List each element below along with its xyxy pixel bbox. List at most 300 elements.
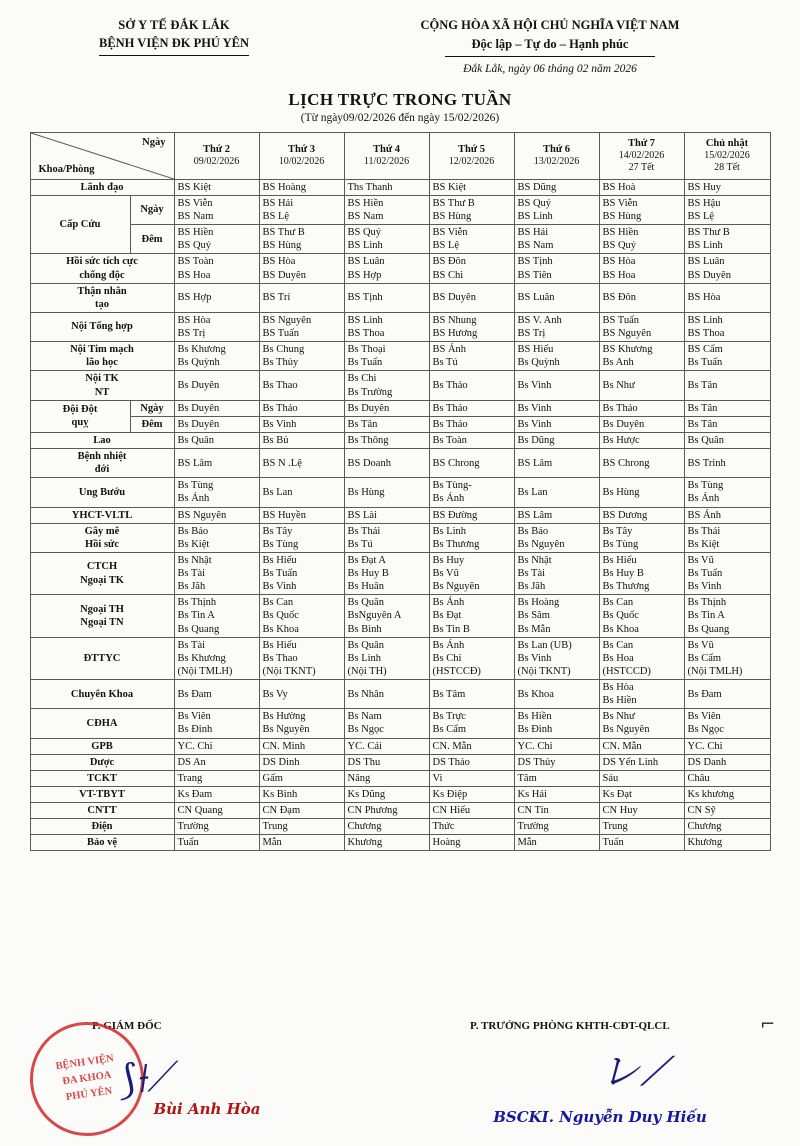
row-subheader-1: Ngày: [130, 195, 174, 224]
cell-line: CN. Mẫn: [432, 740, 472, 752]
cell-r22-c0: [174, 770, 259, 786]
cell-line: BS Tuấn: [602, 314, 639, 326]
cell-line: Bs Chi: [347, 373, 377, 385]
col1-date: 10/02/2026: [278, 156, 325, 168]
row-header-21: Dược: [30, 754, 174, 770]
cell-r16-c2: [344, 595, 429, 637]
cell-line: Bs Huân: [347, 581, 384, 593]
cell-line: Trung: [262, 821, 288, 833]
cell-line: Ks Đạt: [602, 788, 632, 800]
table-row: [30, 786, 770, 802]
cell-line: Bs Tân: [347, 418, 378, 430]
row-header-0: Lãnh đạo: [30, 179, 174, 195]
cell-line: BS Lệ: [432, 240, 460, 252]
left-signer-name: Bùi Anh Hòa: [153, 1100, 261, 1118]
row-header-16: Ngoại TH Ngoại TN: [30, 595, 174, 637]
cell-line: Bs Vy: [262, 688, 288, 700]
cell-r19-c0: [174, 709, 259, 738]
cell-line: Bs Ánh: [432, 639, 465, 651]
cell-line: BS Dũng: [517, 181, 557, 193]
cell-line: Bs Quân: [687, 434, 724, 446]
cell-line: Chương: [687, 821, 722, 833]
cell-line: Bs Tùng: [177, 480, 214, 492]
cell-r4-c4: [514, 283, 599, 312]
cell-line: Bs Huy: [432, 554, 465, 566]
cell-r15-c3: [429, 552, 514, 594]
cell-line: Bs Ánh: [432, 493, 465, 505]
cell-line: BS Viễn: [602, 197, 638, 209]
cell-r4-c6: [684, 283, 770, 312]
cell-line: (Nội TKNT): [517, 665, 571, 677]
cell-line: Ks Hải: [517, 788, 547, 800]
cell-r7-c3: [429, 371, 514, 400]
table-row: [30, 416, 770, 432]
cell-line: Bs Khoa: [602, 623, 639, 635]
cell-line: Bs Can: [262, 597, 294, 609]
cell-line: Khương: [687, 837, 723, 849]
cell-line: Bs Tùng: [602, 538, 639, 550]
table-row: [30, 312, 770, 341]
cell-line: Bs Hường: [262, 711, 306, 723]
cell-line: BS Hải: [262, 197, 294, 209]
cell-r22-c4: [514, 770, 599, 786]
cell-r0-c6: [684, 179, 770, 195]
cell-r13-c3: [429, 507, 514, 523]
cell-line: BS Trị: [177, 328, 206, 339]
cell-r1-c6: [684, 195, 770, 224]
cell-line: BS Toàn: [177, 256, 214, 268]
col5-note: 27 Tết: [628, 162, 655, 174]
stamp-line-2: ĐA KHOA: [61, 1069, 113, 1088]
table-row: [30, 680, 770, 709]
cell-r19-c3: [429, 709, 514, 738]
cell-r23-c5: [599, 786, 684, 802]
right-signer-name-wrap: [450, 1108, 750, 1127]
cell-line: BS Đôn: [432, 256, 467, 268]
cell-line: BS Dương: [602, 509, 648, 521]
cell-line: BS Thư B: [432, 197, 475, 209]
cell-line: BS Hải: [517, 227, 549, 239]
col6-date: 15/02/2026: [704, 149, 750, 161]
col6-note: 28 Tết: [714, 162, 740, 174]
cell-r6-c3: [429, 342, 514, 371]
cell-r16-c4: [514, 595, 599, 637]
cell-r12-c1: [259, 478, 344, 507]
cell-r0-c3: [429, 179, 514, 195]
cell-line: BS Quý: [517, 197, 552, 209]
cell-line: Bs Hùng: [347, 486, 385, 498]
cell-line: Bs Quỳnh: [177, 357, 220, 369]
cell-line: Bs Lan (UB): [517, 639, 572, 651]
cell-line: BS Hoa: [177, 269, 211, 281]
cell-r21-c1: [259, 754, 344, 770]
cell-line: BS Hậu: [687, 197, 721, 209]
cell-line: BS Khương: [602, 344, 653, 356]
cell-r17-c0: [174, 637, 259, 679]
col5-date: 14/02/2026: [618, 149, 665, 161]
cell-line: Bs Tùng: [687, 480, 724, 492]
cell-line: Nâng: [347, 772, 371, 784]
cell-line: BS Nguyên: [177, 509, 227, 521]
cell-line: BS Cẩm: [687, 344, 723, 356]
cell-line: Bs Nhật: [517, 554, 552, 566]
cell-r25-c5: [599, 819, 684, 835]
cell-line: Bs Thao: [262, 652, 298, 664]
table-row: [30, 400, 770, 416]
cell-line: Bs Hoa: [602, 652, 634, 664]
cell-r16-c0: [174, 595, 259, 637]
cell-r0-c0: [174, 179, 259, 195]
cell-r15-c5: [599, 552, 684, 594]
cell-line: Bs Đạt A: [347, 554, 387, 566]
cell-line: BS Lệ: [687, 211, 715, 222]
cell-line: BS Lâm: [517, 509, 553, 521]
cell-line: BS Hùng: [432, 211, 472, 222]
row-header-7: Nội TK NT: [30, 371, 174, 400]
table-row: [30, 195, 770, 224]
cell-r4-c2: [344, 283, 429, 312]
country-name: CỘNG HÒA XÃ HỘI CHỦ NGHĨA VIỆT NAM: [420, 18, 680, 32]
cell-line: BS Nam: [517, 240, 554, 252]
cell-r20-c6: [684, 738, 770, 754]
table-row: [30, 523, 770, 552]
cell-r24-c6: [684, 803, 770, 819]
cell-line: Bs Vinh: [687, 581, 722, 593]
table-row: [30, 552, 770, 594]
cell-r22-c1: [259, 770, 344, 786]
cell-line: Chương: [347, 821, 382, 833]
cell-r24-c2: [344, 803, 429, 819]
cell-r2-c5: [599, 225, 684, 254]
cell-line: Bs Quân: [177, 434, 214, 446]
cell-r21-c3: [429, 754, 514, 770]
table-row: [30, 754, 770, 770]
cell-line: Bs Tài: [177, 568, 206, 579]
cell-line: Bs Linh: [432, 525, 467, 537]
header-right-block: [324, 16, 776, 78]
cell-line: Bs Tùng: [262, 538, 299, 550]
row-header-5: Nội Tổng hợp: [30, 312, 174, 341]
cell-r3-c4: [514, 254, 599, 283]
table-row: [30, 803, 770, 819]
cell-line: Bs Như: [602, 379, 635, 391]
cell-line: Bs Nguyên: [262, 724, 310, 736]
cell-r22-c5: [599, 770, 684, 786]
cell-r9-c3: [429, 416, 514, 432]
cell-r17-c1: [259, 637, 344, 679]
row-header-19: CĐHA: [30, 709, 174, 738]
cell-line: BS Quý: [347, 227, 382, 239]
cell-r23-c1: [259, 786, 344, 802]
cell-line: BS Hòa: [177, 314, 211, 326]
row-header-15: CTCH Ngoại TK: [30, 552, 174, 594]
cell-line: BS Hoàng: [262, 181, 306, 193]
cell-line: Sáu: [602, 772, 619, 784]
cell-r23-c4: [514, 786, 599, 802]
cell-line: BS Duyên: [432, 292, 476, 304]
cell-line: Bs Khoa: [517, 688, 554, 700]
left-signer-name-wrap: [92, 1100, 322, 1119]
cell-r22-c3: [429, 770, 514, 786]
cell-r13-c2: [344, 507, 429, 523]
cell-line: Bs Anh: [602, 357, 634, 369]
cell-r16-c5: [599, 595, 684, 637]
cell-line: Bs Duyên: [602, 418, 645, 430]
corner-label-day: Ngày: [142, 136, 166, 148]
cell-line: Bs Thảo: [432, 418, 468, 430]
cell-r11-c4: [514, 449, 599, 478]
stamp-line-3: PHÚ YÊN: [65, 1085, 113, 1103]
cell-line: Bs Đam: [177, 688, 212, 700]
table-row: [30, 637, 770, 679]
col1-day: Thứ 3: [287, 143, 316, 155]
cell-line: Bs Vinh: [517, 418, 552, 430]
cell-r0-c1: [259, 179, 344, 195]
cell-line: Mẫn: [517, 837, 537, 849]
cell-line: BS Ánh: [687, 509, 722, 521]
place-date-line: Đắk Lắk, ngày 06 tháng 02 năm 2026: [463, 62, 637, 75]
cell-r3-c6: [684, 254, 770, 283]
cell-r3-c2: [344, 254, 429, 283]
cell-line: Bs Can: [602, 639, 634, 651]
cell-r2-c0: [174, 225, 259, 254]
right-signature-title: P. TRƯỞNG PHÒNG KHTH-CĐT-QLCL: [470, 1020, 670, 1032]
cell-r6-c2: [344, 342, 429, 371]
cell-r10-c6: [684, 432, 770, 448]
cell-r25-c0: [174, 819, 259, 835]
right-signature-scribble: レ⟋: [600, 1049, 668, 1095]
cell-line: Tâm: [517, 772, 537, 784]
cell-r12-c0: [174, 478, 259, 507]
row-subheader-9: Đêm: [130, 416, 174, 432]
cell-line: Trường: [177, 821, 209, 833]
col5-day: Thứ 7: [627, 137, 656, 149]
cell-r6-c6: [684, 342, 770, 371]
cell-line: BS Nhung: [432, 314, 477, 326]
cell-line: Bs Huy B: [602, 568, 644, 579]
cell-line: BS Nguyên: [262, 314, 312, 326]
cell-r15-c6: [684, 552, 770, 594]
cell-line: BS Thoa: [347, 328, 385, 339]
cell-line: Bs Mẫn: [517, 623, 551, 635]
cell-line: Bs Hiếu: [262, 554, 297, 566]
column-header-1: [259, 132, 344, 179]
cell-line: Bs Vũ: [432, 568, 459, 579]
cell-r8-c1: [259, 400, 344, 416]
cell-line: BS Lệ: [262, 211, 290, 222]
cell-r1-c3: [429, 195, 514, 224]
cell-r18-c4: [514, 680, 599, 709]
cell-line: Bs Ngọc: [687, 724, 724, 736]
cell-line: CN Đạm: [262, 805, 301, 816]
cell-r26-c1: [259, 835, 344, 851]
cell-line: BS Linh: [347, 240, 383, 252]
cell-line: Bs Hiền: [602, 695, 637, 707]
cell-line: Bs Duyên: [177, 379, 220, 391]
cell-line: Bs Vinh: [517, 402, 552, 414]
cell-r8-c0: [174, 400, 259, 416]
cell-line: BS Tịnh: [517, 256, 553, 268]
cell-r2-c1: [259, 225, 344, 254]
cell-line: BS Chi: [432, 269, 464, 281]
cell-line: BS Luân: [687, 256, 725, 268]
cell-r4-c3: [429, 283, 514, 312]
cell-line: Bs Tú: [432, 357, 458, 369]
cell-r9-c2: [344, 416, 429, 432]
left-signature-title: P. GIÁM ĐỐC: [92, 1020, 162, 1032]
cell-line: Bs Nguyên: [432, 581, 480, 593]
cell-line: Bs Kiệt: [687, 538, 720, 550]
cell-line: BS Ánh: [432, 344, 467, 356]
cell-line: BS Hòa: [262, 256, 296, 268]
cell-r17-c2: [344, 637, 429, 679]
cell-line: BS Lâm: [517, 457, 553, 469]
cell-r24-c1: [259, 803, 344, 819]
cell-line: Bs Quang: [687, 623, 730, 635]
row-subheader-8: Ngày: [130, 400, 174, 416]
cell-r26-c6: [684, 835, 770, 851]
cell-r7-c2: [344, 371, 429, 400]
cell-r10-c2: [344, 432, 429, 448]
table-row: [30, 342, 770, 371]
cell-line: Bs Lan: [517, 486, 548, 498]
cell-r5-c5: [599, 312, 684, 341]
cell-line: BS Đôn: [602, 292, 637, 304]
cell-line: BS Chrong: [602, 457, 650, 469]
hospital-name: BỆNH VIỆN ĐK PHÚ YÊN: [98, 36, 250, 51]
cell-line: BS Nam: [177, 211, 214, 222]
cell-line: BS Hòa: [602, 256, 636, 268]
cell-line: BsNguyên A: [347, 610, 402, 622]
cell-line: BS Kiệt: [177, 181, 212, 193]
row-header-18: Chuyên Khoa: [30, 680, 174, 709]
cell-line: Bs Đam: [687, 688, 722, 700]
cell-line: Bs Thảo: [262, 402, 298, 414]
cell-line: Bs Ngọc: [347, 724, 384, 736]
cell-r8-c2: [344, 400, 429, 416]
cell-line: Bs Thịnh: [687, 597, 727, 609]
cell-r18-c5: [599, 680, 684, 709]
cell-r1-c0: [174, 195, 259, 224]
cell-line: BS Hương: [432, 328, 478, 339]
col2-day: Thứ 4: [372, 143, 401, 155]
cell-r26-c5: [599, 835, 684, 851]
cell-line: Bs Viên: [687, 711, 721, 723]
cell-line: Bs Khoa: [262, 623, 299, 635]
cell-r22-c2: [344, 770, 429, 786]
cell-r8-c3: [429, 400, 514, 416]
cell-line: BS Quý: [602, 240, 637, 252]
cell-r6-c4: [514, 342, 599, 371]
cell-line: YC. Chi: [687, 740, 723, 752]
cell-line: Bs Nhật: [177, 554, 212, 566]
cell-r20-c4: [514, 738, 599, 754]
cell-line: Bs Lan: [262, 486, 293, 498]
table-row: [30, 738, 770, 754]
row-header-22: TCKT: [30, 770, 174, 786]
cell-r5-c3: [429, 312, 514, 341]
cell-line: Bs Thương: [602, 581, 650, 593]
cell-line: Bs Vinh: [262, 418, 297, 430]
table-row: [30, 179, 770, 195]
cell-line: CN. Minh: [262, 740, 306, 752]
cell-r10-c1: [259, 432, 344, 448]
cell-line: Bs Thao: [262, 379, 298, 391]
cell-line: Bs Can: [602, 597, 634, 609]
stamp-line-1: BỆNH VIỆN: [55, 1053, 115, 1073]
cell-r19-c4: [514, 709, 599, 738]
cell-line: BS Nguyên: [602, 328, 652, 339]
cell-r3-c3: [429, 254, 514, 283]
cell-r19-c1: [259, 709, 344, 738]
row-header-4: Thận nhân tạo: [30, 283, 174, 312]
cell-line: Bs Đạt: [432, 610, 462, 622]
cell-r11-c5: [599, 449, 684, 478]
cell-line: BS Huy: [687, 181, 722, 193]
cell-line: Bs Ánh: [177, 493, 210, 505]
cell-line: Bs Bảo: [517, 525, 549, 537]
header-left-block: [24, 16, 324, 78]
cell-r20-c2: [344, 738, 429, 754]
cell-line: DS Danh: [687, 756, 727, 768]
cell-r18-c2: [344, 680, 429, 709]
cell-line: BS Lâm: [177, 457, 213, 469]
cell-r14-c5: [599, 523, 684, 552]
cell-line: DS Thảo: [432, 756, 470, 768]
header-right-rule: [445, 56, 655, 57]
column-header-3: [429, 132, 514, 179]
cell-r25-c1: [259, 819, 344, 835]
col6-day: Chủ nhật: [705, 137, 749, 149]
table-row: [30, 225, 770, 254]
title-subtext: (Từ ngày09/02/2026 đến ngày 15/02/2026): [300, 111, 500, 124]
cell-r13-c0: [174, 507, 259, 523]
cell-r18-c0: [174, 680, 259, 709]
cell-line: Mẫn: [262, 837, 282, 849]
cell-line: BS Hùng: [602, 211, 642, 222]
cell-line: Bs Tân: [687, 379, 718, 391]
cell-line: BS Hoa: [602, 269, 636, 281]
cell-r12-c5: [599, 478, 684, 507]
cell-line: Bs Hiền: [517, 711, 552, 723]
cell-r19-c5: [599, 709, 684, 738]
cell-line: Bs Thủy: [262, 357, 299, 369]
cell-line: BS Hiếu: [517, 344, 554, 356]
header-left-rule: [99, 55, 249, 56]
cell-line: Bs Vũ: [687, 639, 714, 651]
cell-r14-c1: [259, 523, 344, 552]
cell-line: Bs Cẩm: [687, 652, 722, 664]
row-header-10: Lao: [30, 432, 174, 448]
cell-line: BS Linh: [687, 240, 723, 252]
cell-line: (HSTCCĐ): [432, 665, 481, 677]
cell-line: (Nội TMLH): [177, 665, 233, 677]
cell-r11-c1: [259, 449, 344, 478]
cell-line: Bs Thảo: [432, 379, 468, 391]
cell-line: Bs Tuấn: [347, 357, 383, 369]
cell-r17-c4: [514, 637, 599, 679]
cell-r0-c2: [344, 179, 429, 195]
cell-r6-c1: [259, 342, 344, 371]
cell-line: BS Thư B: [262, 227, 305, 239]
row-header-1: Cấp Cứu: [30, 195, 130, 254]
cell-line: Hoàng: [432, 837, 461, 849]
cell-line: YC. Chi: [517, 740, 553, 752]
cell-line: BS Hiền: [347, 197, 384, 209]
cell-line: DS Dinh: [262, 756, 300, 768]
page-title: LỊCH TRỰC TRONG TUẦN: [288, 89, 512, 109]
cell-line: (Nội TH): [347, 665, 387, 677]
